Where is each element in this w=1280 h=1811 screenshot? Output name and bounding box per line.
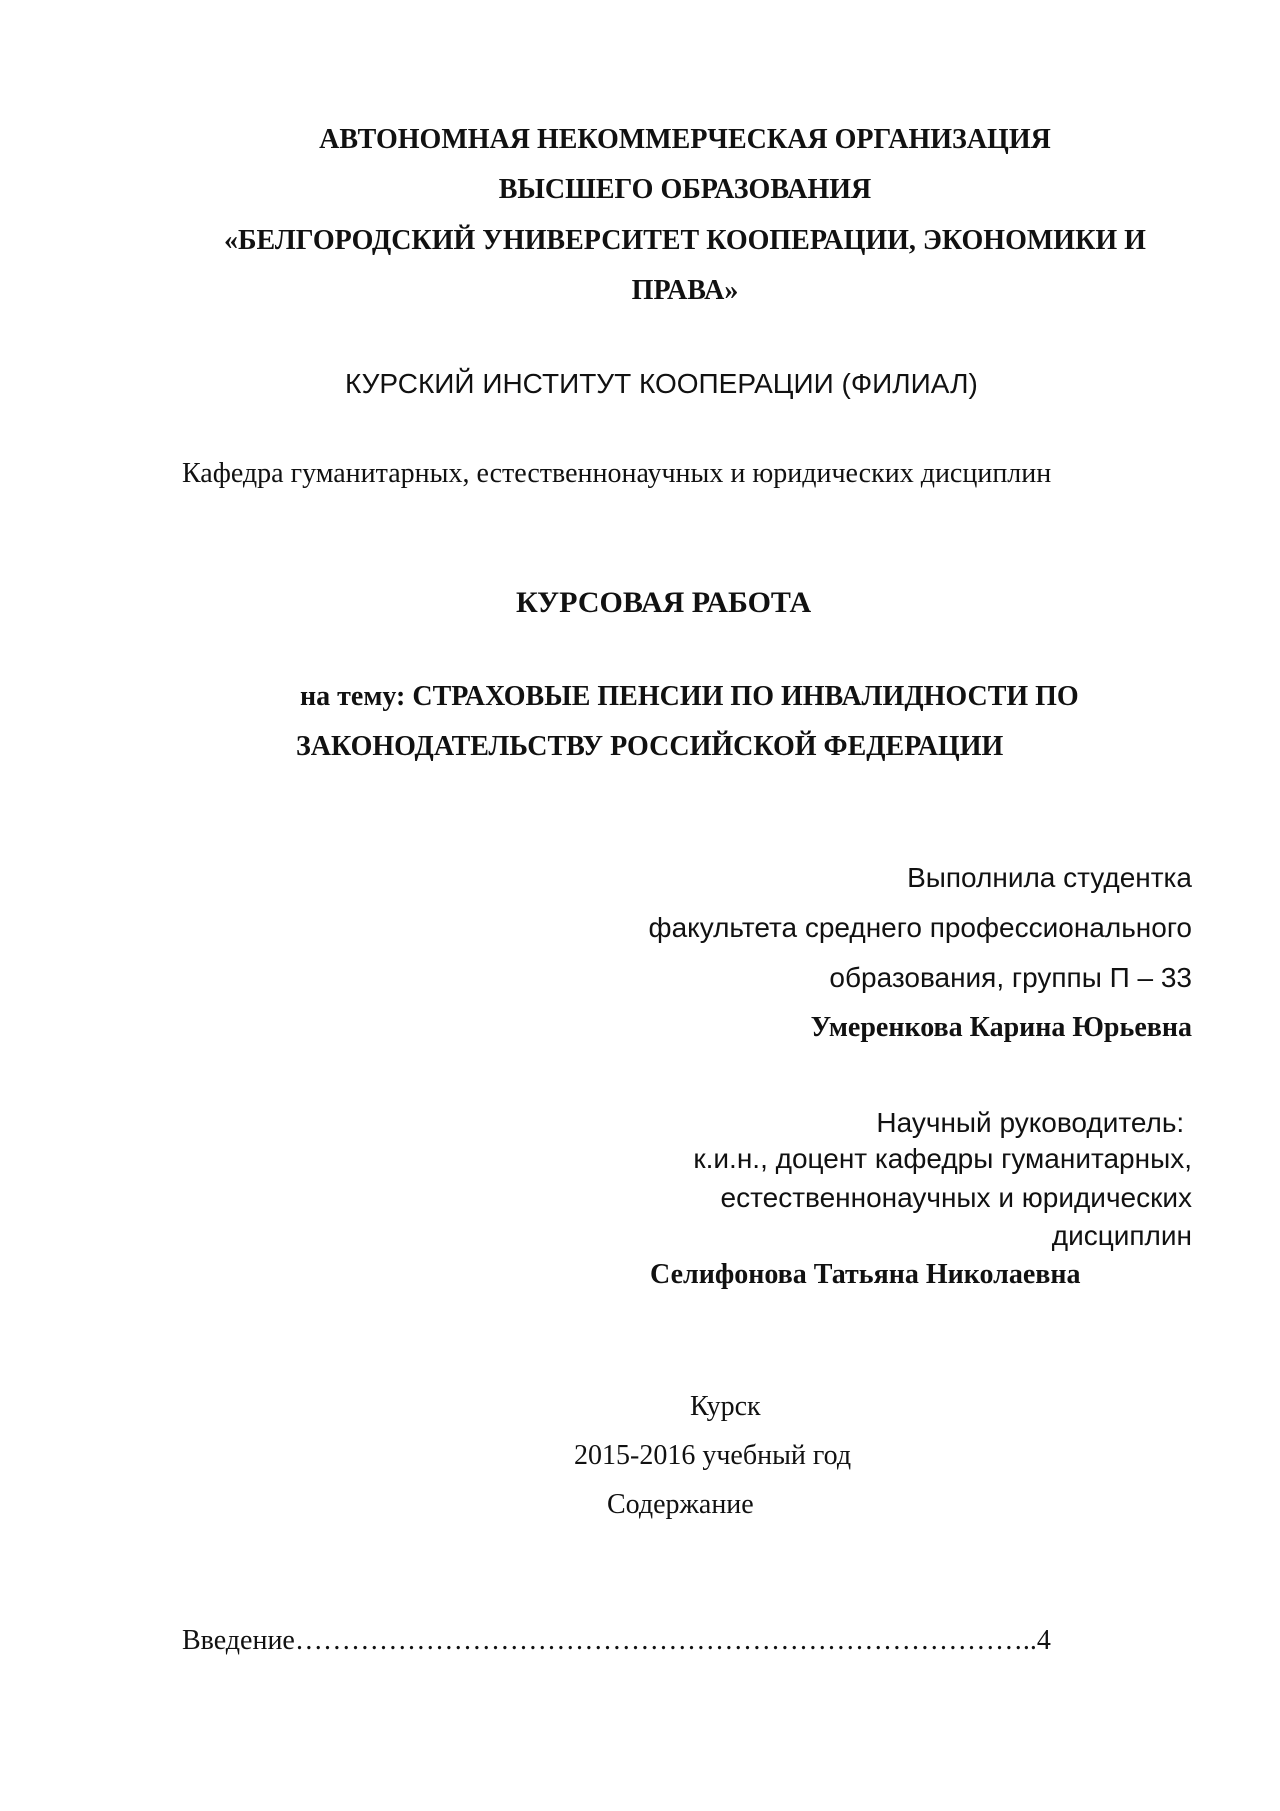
department-name: Кафедра гуманитарных, естественнонаучных и юридических дисциплин bbox=[182, 458, 1052, 489]
topic-prefix: на тему: bbox=[300, 681, 406, 712]
toc-entry-label: Введение bbox=[182, 1625, 295, 1656]
supervisor-line-2: к.и.н., доцент кафедры гуманитарных, bbox=[693, 1143, 1192, 1174]
supervisor-line-4: дисциплин bbox=[1051, 1220, 1192, 1251]
city: Курск bbox=[690, 1391, 761, 1422]
work-type-title: КУРСОВАЯ РАБОТА bbox=[516, 586, 812, 619]
author-name: Умеренкова Карина Юрьевна bbox=[810, 1012, 1192, 1043]
contents-heading: Содержание bbox=[607, 1489, 754, 1520]
toc-entry[interactable] bbox=[182, 1623, 1051, 1659]
supervisor-line-1: Научный руководитель: bbox=[876, 1107, 1192, 1138]
supervisor-name: Селифонова Татьяна Николаевна bbox=[650, 1259, 1081, 1290]
topic-title-part-1: СТРАХОВЫЕ ПЕНСИИ ПО ИНВАЛИДНОСТИ ПО bbox=[405, 681, 1079, 712]
topic-line-2: ЗАКОНОДАТЕЛЬСТВУ РОССИЙСКОЙ ФЕДЕРАЦИИ bbox=[296, 731, 1004, 762]
org-name-line-4: ПРАВА» bbox=[631, 275, 739, 306]
author-line-2: факультета среднего профессионального bbox=[648, 912, 1192, 943]
toc-entry-page-number: 4 bbox=[1036, 1625, 1051, 1656]
institute-name: КУРСКИЙ ИНСТИТУТ КООПЕРАЦИИ (ФИЛИАЛ) bbox=[345, 368, 978, 399]
academic-year: 2015-2016 учебный год bbox=[574, 1440, 852, 1471]
author-line-3: образования, группы П – 33 bbox=[829, 962, 1192, 993]
supervisor-line-3: естественнонаучных и юридических bbox=[720, 1182, 1192, 1213]
topic-line-1 bbox=[300, 679, 1079, 715]
org-name-line-3: «БЕЛГОРОДСКИЙ УНИВЕРСИТЕТ КООПЕРАЦИИ, ЭКОНОМИКИ И bbox=[224, 225, 1146, 256]
toc-entry-leader-dots: …………………………………………………………………….. bbox=[294, 1625, 1037, 1656]
org-name-line-2: ВЫСШЕГО ОБРАЗОВАНИЯ bbox=[498, 174, 872, 205]
org-name-line-1: АВТОНОМНАЯ НЕКОММЕРЧЕСКАЯ ОРГАНИЗАЦИЯ bbox=[319, 124, 1051, 155]
author-line-1: Выполнила студентка bbox=[907, 862, 1192, 893]
